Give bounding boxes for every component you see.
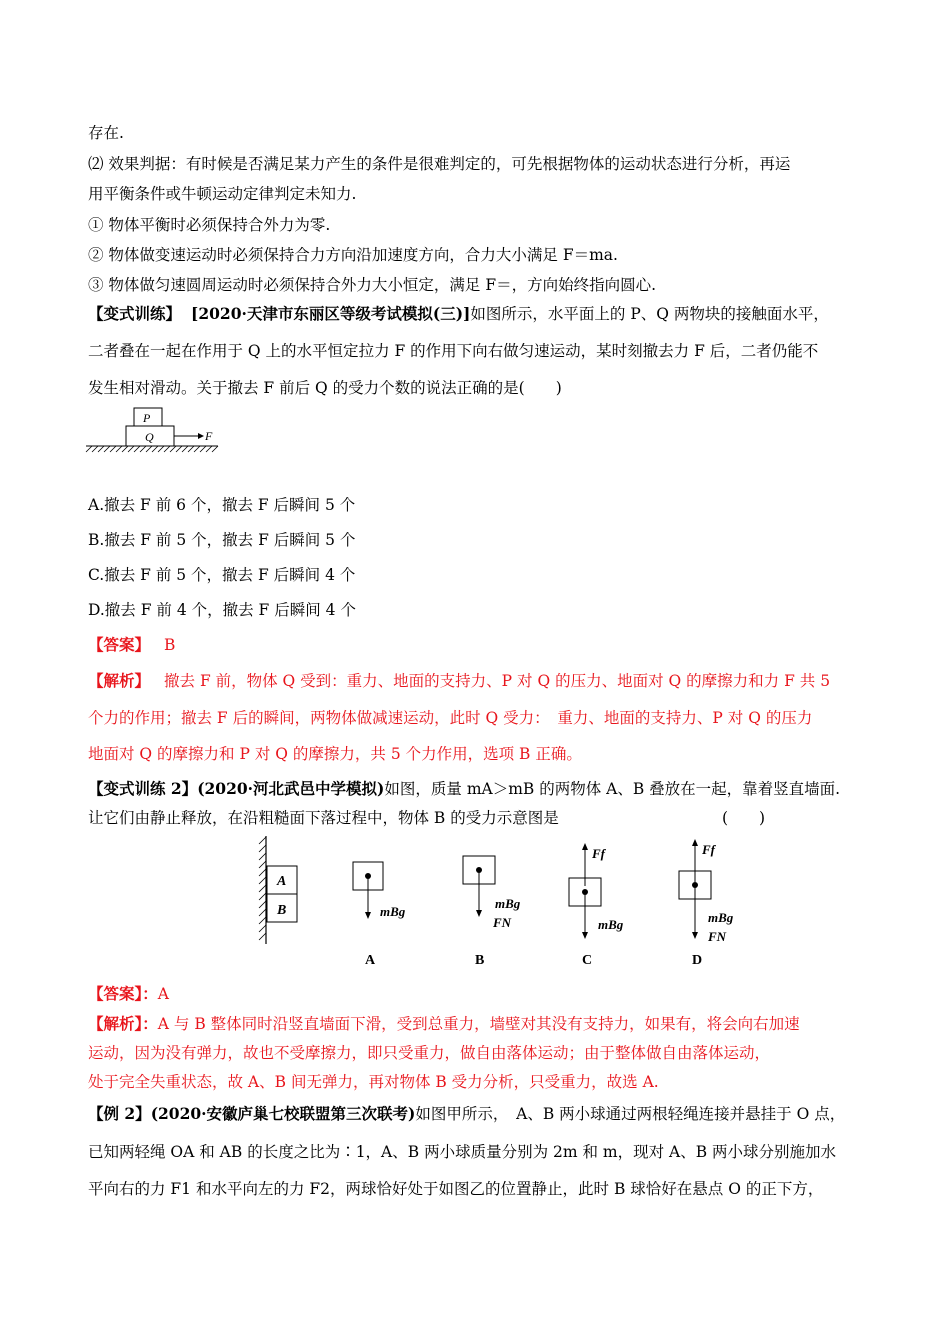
choice-label: A — [365, 953, 376, 968]
label-fn: FN — [708, 929, 727, 944]
label-mbg: mBg — [495, 896, 521, 911]
label-ff: Ff — [702, 842, 715, 857]
question-text: 如图所示，水平面上的 P、Q 两物块的接触面水平， — [470, 305, 829, 323]
paragraph-line: ⑵ 效果判据：有时候是否满足某力产生的条件是很难判定的，可先根据物体的运动状态进行分析，再运 — [88, 155, 791, 173]
analysis-line: 运动，因为没有弹力，故也不受摩擦力，即只受重力，做自由落体运动；由于整体做自由落体运动， — [88, 1044, 771, 1062]
question-text: 如图，质量 mA＞mB 的两物体 A、B 叠放在一起，靠着竖直墙面. — [384, 780, 841, 798]
analysis-label: 【解析】 — [88, 671, 151, 690]
answer-value: B — [164, 636, 176, 654]
analysis-line: 【解析】：A 与 B 整体同时沿竖直墙面下滑，受到总重力，墙壁对其没有支持力，如果有，将会向右加速 — [88, 1014, 800, 1033]
label-fn: FN — [493, 915, 512, 930]
question-tag: 【变式训练 2】 — [88, 779, 198, 798]
diagram-a — [353, 862, 406, 968]
analysis-line: 处于完全失重状态，故 A、B 间无弹力，再对物体 B 受力分析，只受重力，故选 A. — [88, 1073, 659, 1091]
example-source: (2020·安徽庐巢七校联盟第三次联考) — [150, 1104, 416, 1123]
label-f: F — [205, 429, 213, 443]
question-tag: 【变式训练】 — [88, 304, 182, 323]
criterion-line: ② 物体做变速运动时必须保持合力方向沿加速度方向，合力大小满足 F＝ma. — [88, 246, 618, 264]
question-source: [2020·天津市东丽区等级考试模拟(三)] — [191, 304, 471, 323]
answer-value: A — [157, 985, 169, 1003]
analysis-line: 个力的作用；撤去 F 后的瞬间，两物体做减速运动，此时 Q 受力： 重力、地面的支持力、P 对 Q 的压力 — [88, 709, 813, 727]
choice-label: B — [475, 953, 485, 968]
label-block-b: B — [277, 903, 287, 918]
diagram-b — [463, 856, 521, 968]
question1-line1 — [88, 303, 829, 325]
example2-line1 — [88, 1103, 845, 1125]
question2-line2: 让它们由静止释放，在沿粗糙面下落过程中，物体 B 的受力示意图是 ( ) — [88, 809, 766, 827]
label-block-a: A — [277, 874, 287, 889]
diagram-c — [569, 843, 624, 968]
force-diagram-figure — [255, 834, 735, 970]
label-p: P — [143, 411, 151, 425]
label-mbg: mBg — [380, 904, 406, 919]
option-d: D.撤去 F 前 4 个，撤去 F 后瞬间 4 个 — [88, 601, 356, 619]
example-text: 如图甲所示， A、B 两小球通过两根轻绳连接并悬挂于 O 点， — [415, 1105, 846, 1123]
answer-line — [88, 634, 175, 656]
option-b: B.撤去 F 前 5 个，撤去 F 后瞬间 5 个 — [88, 531, 356, 549]
question-source: (2020·河北武邑中学模拟) — [197, 779, 385, 798]
choice-label: D — [692, 953, 703, 968]
question1-line2: 二者叠在一起在作用于 Q 上的水平恒定拉力 F 的作用下向右做匀速运动，某时刻撤去力 F 后，二者仍能不 — [88, 342, 819, 360]
question1-line3: 发生相对滑动。关于撤去 F 前后 Q 的受力个数的说法正确的是( ) — [88, 379, 562, 397]
label-mbg: mBg — [598, 917, 624, 932]
pq-block-figure — [84, 404, 224, 456]
example2-line2: 已知两轻绳 OA 和 AB 的长度之比为∶1，A、B 两小球质量分别为 2m 和 m，现对 A、B 两小球分别施加水 — [88, 1143, 837, 1161]
paragraph-line: 存在. — [88, 124, 124, 142]
answer-line — [88, 983, 169, 1005]
label-q: Q — [145, 430, 154, 444]
choice-label: C — [582, 953, 593, 968]
option-c: C.撤去 F 前 5 个，撤去 F 后瞬间 4 个 — [88, 566, 356, 584]
label-mbg: mBg — [708, 910, 734, 925]
example2-line3: 平向右的力 F1 和水平向左的力 F2，两球恰好处于如图乙的位置静止，此时 B 球恰好在悬点 O 的正下方， — [88, 1180, 824, 1198]
diagram-d — [679, 839, 734, 968]
label-ff: Ff — [592, 846, 605, 861]
wall-hatch — [259, 837, 266, 940]
analysis-line: 地面对 Q 的摩擦力和 P 对 Q 的摩擦力，共 5 个力作用，选项 B 正确。 — [88, 745, 582, 763]
criterion-line: ① 物体平衡时必须保持合外力为零. — [88, 216, 331, 234]
analysis-line: 【解析】 撤去 F 前，物体 Q 受到：重力、地面的支持力、P 对 Q 的压力、地面对 Q 的摩擦力和力 F 共 5 — [88, 671, 831, 690]
analysis-label: 【解析】： — [88, 1014, 158, 1033]
criterion-line: ③ 物体做匀速圆周运动时必须保持合外力大小恒定，满足 F＝，方向始终指向圆心. — [88, 276, 657, 294]
answer-label: 【答案】 — [88, 635, 151, 654]
question2-line1 — [88, 778, 840, 800]
ground-hatch — [86, 446, 218, 452]
answer-paren: ( ) — [722, 809, 766, 827]
option-a: A.撤去 F 前 6 个，撤去 F 后瞬间 5 个 — [88, 496, 356, 514]
example-tag: 【例 2】 — [88, 1104, 151, 1123]
paragraph-line: 用平衡条件或牛顿运动定律判定未知力. — [88, 185, 357, 203]
answer-label: 【答案】： — [88, 984, 158, 1003]
